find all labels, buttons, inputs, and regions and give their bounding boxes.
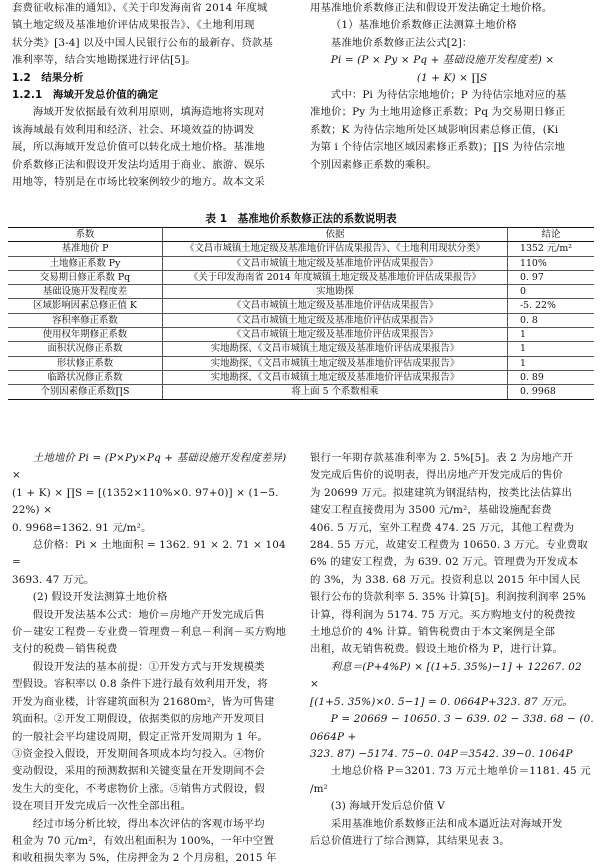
paragraph-line: 变动假设，采用的预测数据和关键变量在开发期间不会 — [12, 765, 265, 778]
formula-line: (1 + K) × ∏S — [416, 71, 488, 84]
paragraph-line: 用基准地价系数修正法和假设开发法确定土地价格。 — [310, 2, 553, 14]
table-cell: 实地勘探 — [163, 285, 508, 299]
section-heading-1-2: 1.2 结果分析 — [12, 71, 84, 84]
paragraph-line: 为第 i 个待估宗地区域因素修正系数)；∏S 为待估宗地 — [310, 141, 566, 154]
paragraph-line: 假设开发法基本公式：地价＝房地产开发完成后售 — [32, 608, 265, 621]
paragraph-line: 租金为 70 元/m²，有效出租面积为 100%，一年中空置 — [12, 834, 274, 847]
formula-line: 0. 9968=1362. 91 元/m²。 — [12, 521, 152, 534]
paragraph-line: 和收租损失率为 5%，住房押金为 2 个月房租，2015 年 — [12, 852, 277, 865]
right-column-bottom — [310, 450, 594, 850]
paragraph-line: 支付的税费－销售税费 — [12, 643, 118, 656]
formula-line: Pi = (P × Py × Pq + 基础设施开发程度差) × — [330, 54, 555, 67]
table-cell: 临路状况修正系数 — [8, 370, 163, 384]
table-cell: 1352 元/m² — [508, 242, 595, 256]
formula-line: (1 + K) × ∏S = [(1352×110%×0. 97+0)] × (1−5. 22%) × — [12, 486, 279, 517]
table-row — [8, 328, 594, 342]
paragraph-line: 海域开发依据最有效利用原则，填海造地将实现对 — [32, 106, 265, 119]
table-cell: 0. 89 — [508, 370, 595, 384]
paragraph-line: 采用基准地价系数修正法和成本逼近法对海域开发 — [330, 817, 563, 830]
paragraph-line: 式中：Pi 为待估宗地地价；P 为待估宗地对应的基 — [330, 89, 567, 102]
table-row — [8, 285, 594, 299]
paragraph-line: 假设开发法的基本前提：①开发方式与开发规模类 — [32, 660, 265, 673]
table-cell: 110% — [508, 256, 595, 270]
paragraph-line: 展，所以海域开发总价值可以转化成土地价格。基准地 — [12, 141, 265, 154]
paragraph-line: 406. 5 万元，室外工程费 474. 25 万元，其他工程费为 — [310, 521, 575, 534]
paragraph-line: 用地等，特别是在市场比较案例较少的地方。故本文采 — [12, 176, 265, 189]
table-cell: 《文昌市城镇土地定级及基准地价评估成果报告》、《土地利用现状分类》 — [163, 242, 508, 256]
paragraph-line: 银行公布的贷款利率 5. 35% 计算[5]。利润按利润率 25% — [310, 591, 587, 604]
table-cell: 实地勘探、《文昌市城镇土地定级及基准地价评估成果报告》 — [163, 356, 508, 370]
table-cell: 个别因素修正系数∏S — [8, 385, 163, 399]
paragraph-line: ③资金投入假设，开发期间各项成本均匀投入。④物价 — [12, 747, 265, 760]
subsection-heading: （1）基准地价系数修正法测算土地价格 — [330, 19, 517, 32]
formula-line: P = 20669 − 10650. 3 − 639. 02 − 338. 68 − (0. 0664P + — [310, 713, 594, 743]
subsection-heading: (3) 海域开发后总价值 V — [330, 800, 445, 813]
table-cell: 土地修正系数 Py — [8, 256, 163, 270]
table-cell: 《关于印发海南省 2014 年度城镇土地定级及基准地价评估成果报告》 — [163, 270, 508, 284]
table-header: 系数 — [8, 228, 163, 242]
intro-line: 状分类》[3-4] 以及中国人民银行公布的最新存、贷款基 — [12, 36, 273, 49]
table-cell: -5. 22% — [508, 299, 595, 313]
table-cell: 交易期日修正系数 Pq — [8, 270, 163, 284]
intro-line: 准利率等，结合实地勘探进行评估[5]。 — [12, 54, 196, 67]
paragraph-line: 经过市场分析比较，得出本次评估的客观市场平均 — [32, 817, 265, 830]
table-cell: 基础设施开发程度差 — [8, 285, 163, 299]
paragraph-line: 284. 55 万元，故建安工程费为 10650. 3 万元。专业费取 — [310, 539, 588, 552]
paragraph-line: 该海域最有效利用和经济、社会、环境效益的协调发 — [12, 123, 255, 136]
table-cell: 面积状况修正系数 — [8, 342, 163, 356]
table-cell: 《文昌市城镇土地定级及基准地价评估成果报告》 — [163, 328, 508, 342]
formula-line: 323. 87) −5174. 75−0. 04P＝3542. 39−0. 1064P — [310, 747, 573, 760]
coefficient-table — [8, 227, 594, 400]
table-cell: 0. 9968 — [508, 385, 595, 399]
table-cell: 《文昌市城镇土地定级及基准地价评估成果报告》 — [163, 299, 508, 313]
table-cell: 实地勘探、《文昌市城镇土地定级及基准地价评估成果报告》 — [163, 370, 508, 384]
paragraph-line: 开发为商业楼，计容建筑面积为 21680m²，皆为可售建 — [12, 695, 275, 708]
paragraph-line: 后总价值进行了综合测算，其结果见表 3。 — [310, 834, 510, 847]
paragraph-line: 建安工程直接费用为 3500 元/m²，基础设施配套费 — [310, 504, 552, 517]
table-title: 表 1 基准地价系数修正法的系数说明表 — [205, 213, 397, 225]
table-cell: 《文昌市城镇土地定级及基准地价评估成果报告》 — [163, 313, 508, 327]
table-cell: 实地勘探、《文昌市城镇土地定级及基准地价评估成果报告》 — [163, 342, 508, 356]
paragraph-line: 总价格：Pi × 土地面积 = 1362. 91 × 2. 71 × 104 = — [12, 539, 286, 569]
table-header: 依据 — [163, 228, 508, 242]
paragraph-line: 设在项目开发完成后一次性全部出租。 — [12, 800, 192, 813]
intro-line: 套费征收标准的通知》、《关于印发海南省 2014 年度城 — [12, 2, 268, 14]
paragraph-line: 3693. 47 万元。 — [12, 573, 95, 586]
table-cell: 1 — [508, 328, 595, 342]
table-header: 结论 — [508, 228, 595, 242]
table-cell: 0. 8 — [508, 313, 595, 327]
table-cell: 将上面 5 个系数相乘 — [163, 385, 508, 399]
table-header-row — [8, 228, 594, 242]
paragraph-line: 个别因素修正系数的乘积。 — [310, 158, 437, 171]
paragraph-line: 土地总价的 4% 计算。销售税费由于本文案例是全部 — [310, 626, 556, 639]
table-cell: 容积率修正系数 — [8, 313, 163, 327]
formula-line: 利息＝(P+4%P) × [(1+5. 35%)−1] + 12267. 02 × — [310, 660, 582, 691]
paragraph-line: 发完成后售价的说明表，得出房地产开发完成后的售价 — [310, 469, 563, 482]
paragraph-line: 价系数修正法和假设开发法均适用于商业、旅游、娱乐 — [12, 158, 265, 171]
table-row — [8, 270, 594, 284]
left-column-bottom — [12, 450, 296, 868]
intro-line: 镇土地定级及基准地价评估成果报告》、《土地利用现 — [12, 19, 255, 32]
table-cell: 《文昌市城镇土地定级及基准地价评估成果报告》 — [163, 256, 508, 270]
table-row — [8, 370, 594, 384]
table-cell: 使用权年期修正系数 — [8, 328, 163, 342]
left-column-top — [12, 0, 292, 191]
formula-line: 土地地价 Pi = (P×Py×Pq + 基础设施开发程度差异) × — [12, 452, 287, 482]
section-heading-1-2-1: 1.2.1 海域开发总价值的确定 — [12, 89, 159, 102]
table-row — [8, 342, 594, 356]
paragraph-line: 系数；K 为待估宗地所处区域影响因素总修正值，(Ki — [310, 123, 559, 136]
table-row — [8, 385, 594, 399]
paragraph-line: /m² — [310, 782, 328, 795]
paragraph-line: 的一般社会平均建设周期，假定正常开发周期为 1 年。 — [12, 730, 269, 743]
formula-line: [(1+5. 35%)×0. 5−1] = 0. 0664P+323. 87 万元。 — [310, 695, 573, 708]
paragraph-line: 出租，故无销售税费。假设土地价格为 P，进行计算。 — [310, 643, 564, 656]
paragraph-line: 的 3%，为 338. 68 万元。投资利息以 2015 年中国人民 — [310, 573, 581, 586]
table-cell: 1 — [508, 342, 595, 356]
table-row — [8, 256, 594, 270]
table-row — [8, 356, 594, 370]
table-cell: 形状修正系数 — [8, 356, 163, 370]
table-row — [8, 242, 594, 256]
paragraph-line: 准地价；Py 为土地用途修正系数；Pq 为交易期日修正 — [310, 106, 566, 119]
right-column-top — [310, 0, 594, 174]
paragraph-line: 6% 的建安工程费，为 639. 02 万元。管理费为开发成本 — [310, 556, 579, 569]
table-cell: 0. 97 — [508, 270, 595, 284]
paragraph-line: 银行一年期存款基准利率为 2. 5%[5]。表 2 为房地产开 — [310, 452, 574, 464]
table-cell: 区域影响因素总修正值 K — [8, 299, 163, 313]
paragraph-line: 筑面积。②开发工期假设，依据类似的房地产开发项目 — [12, 713, 265, 726]
paragraph-line: 基准地价系数修正法公式[2]： — [330, 36, 473, 49]
table-cell: 0 — [508, 285, 595, 299]
table-cell: 1 — [508, 356, 595, 370]
paragraph-line: 价－建安工程费－专业费－管理费－利息－利润－买方购地 — [12, 626, 287, 639]
table-row — [8, 313, 594, 327]
paragraph-line: 计算，得利润为 5174. 75 万元。买方购地支付的税费按 — [310, 608, 576, 621]
subsection-heading: (2) 假设开发法测算土地价格 — [32, 591, 168, 604]
table-cell: 基准地价 P — [8, 242, 163, 256]
table-row — [8, 299, 594, 313]
paragraph-line: 型假设。容积率以 0.8 条件下进行最有效利用开发，将 — [12, 678, 268, 691]
paragraph-line: 发生大的变化，不考虑物价上涨。⑤销售方式假设，假 — [12, 782, 265, 795]
paragraph-line: 土地总价格 P＝3201. 73 万元土地单价＝1181. 45 元 — [330, 765, 591, 778]
paragraph-line: 为 20699 万元。拟建建筑为钢混结构，按类比法估算出 — [310, 486, 573, 499]
